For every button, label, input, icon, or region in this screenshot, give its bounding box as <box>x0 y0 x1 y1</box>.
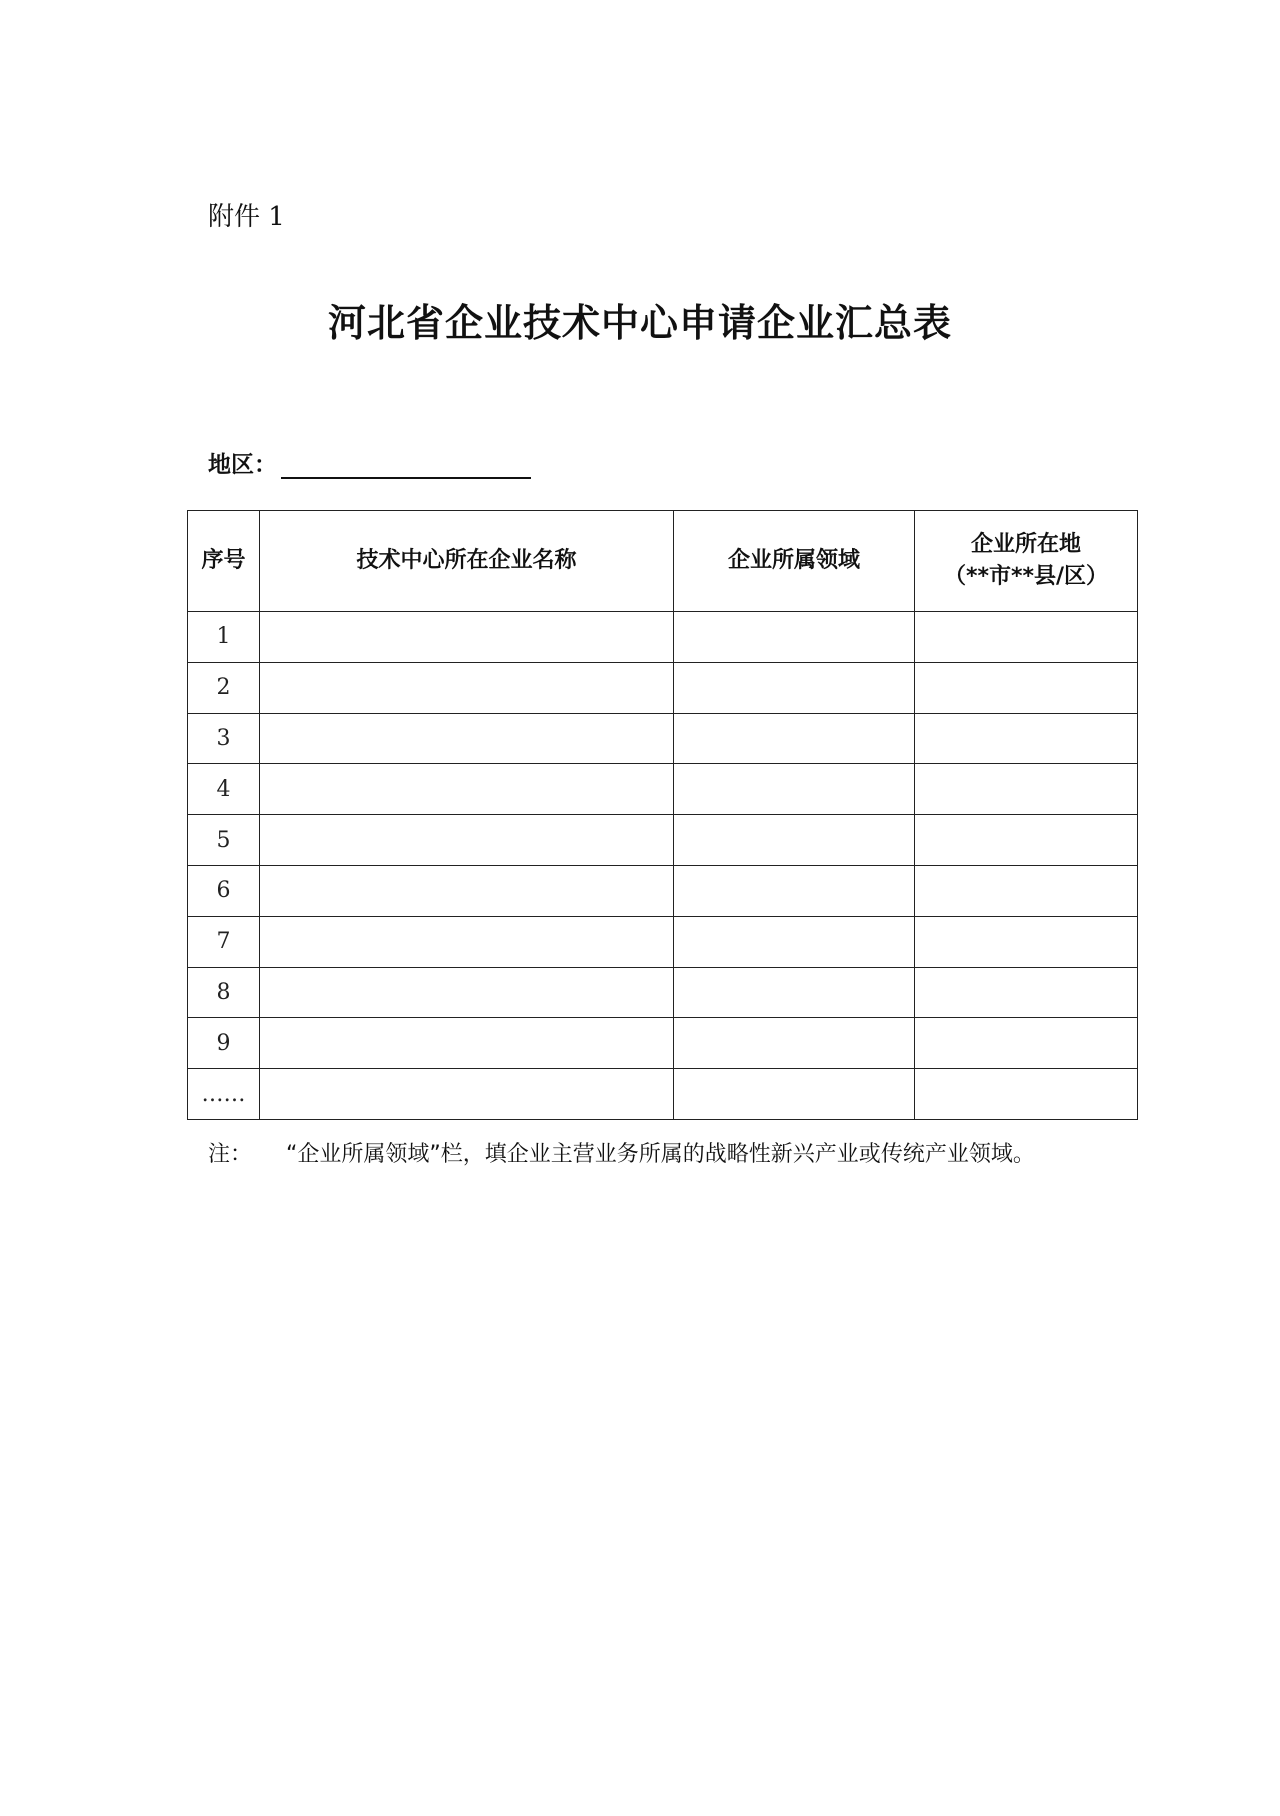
row-field-cell[interactable] <box>674 713 915 764</box>
row-location-cell[interactable] <box>915 662 1138 713</box>
region-field <box>208 446 531 479</box>
header-location <box>915 511 1138 612</box>
region-blank-line <box>281 453 531 479</box>
table-row <box>188 713 1138 764</box>
row-seq-cell: 5 <box>188 815 260 866</box>
header-company-name: 技术中心所在企业名称 <box>260 511 674 612</box>
row-company-cell[interactable] <box>260 713 674 764</box>
table-row <box>188 916 1138 967</box>
table-row <box>188 662 1138 713</box>
row-location-cell[interactable] <box>915 967 1138 1018</box>
table-row <box>188 815 1138 866</box>
row-field-cell[interactable] <box>674 1018 915 1069</box>
row-field-cell[interactable] <box>674 865 915 916</box>
table-row <box>188 1069 1138 1120</box>
row-seq-cell: 2 <box>188 662 260 713</box>
row-field-cell[interactable] <box>674 612 915 663</box>
row-field-cell[interactable] <box>674 967 915 1018</box>
row-seq-cell: 6 <box>188 865 260 916</box>
row-company-cell[interactable] <box>260 865 674 916</box>
row-seq-cell: 1 <box>188 612 260 663</box>
row-location-cell[interactable] <box>915 1018 1138 1069</box>
header-field: 企业所属领域 <box>674 511 915 612</box>
row-company-cell[interactable] <box>260 916 674 967</box>
footnote-text: “企业所属领域”栏，填企业主营业务所属的战略性新兴产业或传统产业领域。 <box>286 1142 1035 1167</box>
row-seq-cell: 9 <box>188 1018 260 1069</box>
row-field-cell[interactable] <box>674 1069 915 1120</box>
table-row <box>188 865 1138 916</box>
attachment-label: 附件 1 <box>208 202 285 232</box>
summary-table <box>187 510 1138 1120</box>
table-row <box>188 967 1138 1018</box>
header-seq: 序号 <box>188 511 260 612</box>
footnote <box>208 1137 1035 1168</box>
row-location-cell[interactable] <box>915 713 1138 764</box>
row-location-cell[interactable] <box>915 1069 1138 1120</box>
row-company-cell[interactable] <box>260 815 674 866</box>
row-seq-cell: …… <box>188 1069 260 1120</box>
table-row <box>188 764 1138 815</box>
table-body <box>188 612 1138 1120</box>
row-location-cell[interactable] <box>915 916 1138 967</box>
row-company-cell[interactable] <box>260 662 674 713</box>
row-location-cell[interactable] <box>915 865 1138 916</box>
row-field-cell[interactable] <box>674 815 915 866</box>
header-location-line1: 企业所在地 <box>970 532 1081 557</box>
row-company-cell[interactable] <box>260 612 674 663</box>
row-location-cell[interactable] <box>915 815 1138 866</box>
row-field-cell[interactable] <box>674 764 915 815</box>
row-seq-cell: 8 <box>188 967 260 1018</box>
table-header-row <box>188 511 1138 612</box>
row-location-cell[interactable] <box>915 612 1138 663</box>
row-company-cell[interactable] <box>260 1018 674 1069</box>
row-location-cell[interactable] <box>915 764 1138 815</box>
row-field-cell[interactable] <box>674 662 915 713</box>
footnote-label: 注： <box>208 1142 253 1167</box>
row-seq-cell: 4 <box>188 764 260 815</box>
row-company-cell[interactable] <box>260 764 674 815</box>
row-seq-cell: 3 <box>188 713 260 764</box>
header-location-line2: （**市**县/区） <box>943 564 1109 589</box>
row-company-cell[interactable] <box>260 967 674 1018</box>
row-seq-cell: 7 <box>188 916 260 967</box>
table-row <box>188 612 1138 663</box>
row-company-cell[interactable] <box>260 1069 674 1120</box>
region-label: 地区： <box>208 452 277 478</box>
table-row <box>188 1018 1138 1069</box>
page-title: 河北省企业技术中心申请企业汇总表 <box>327 300 952 345</box>
row-field-cell[interactable] <box>674 916 915 967</box>
